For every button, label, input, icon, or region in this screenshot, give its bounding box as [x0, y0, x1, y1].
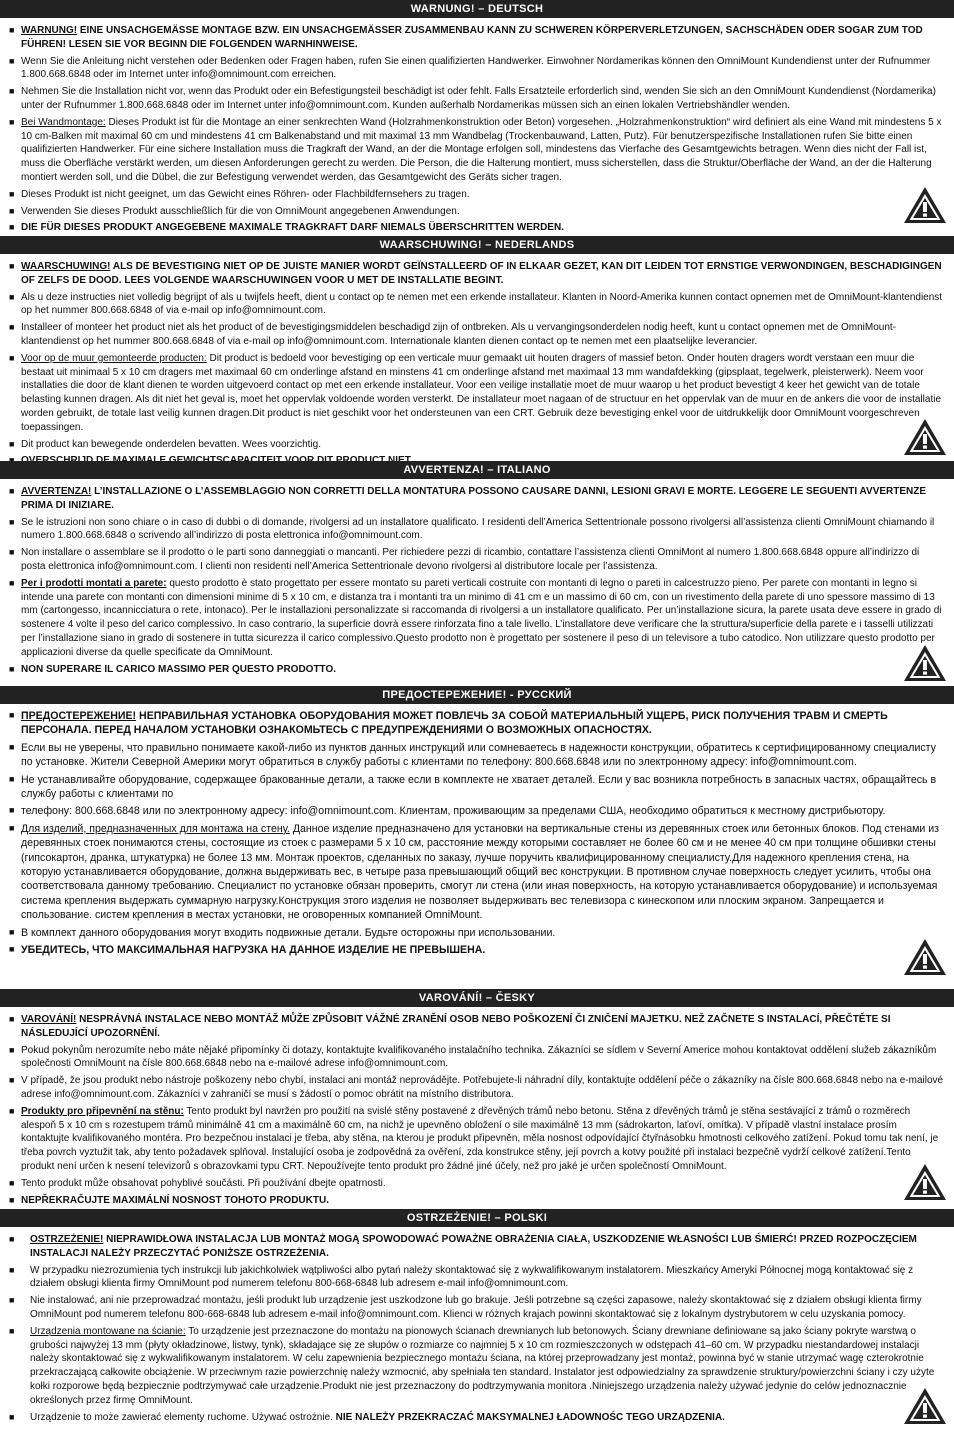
warning-triangle-icon [902, 643, 948, 683]
bullet-icon: ■ [9, 291, 15, 302]
item-lead: OSTRZEŻENIE! [30, 1234, 104, 1245]
warning-item [8, 1074, 946, 1102]
item-text: телефону: 800.668.6848 или по электронному адресу: info@omnimount.com. Клиентам, проживающим за пределами США, необходимо обратиться к местному дистрибьютору. [21, 805, 886, 818]
item-text: DIE FÜR DIESES PRODUKT ANGEGEBENE MAXIMALE TRAGKRAFT DARF NIEMALS ÜBERSCHRITTEN WERDEN. [21, 222, 564, 234]
item-text: Pokud pokynům nerozumíte nebo máte nějaké připomínky či dotazy, kontaktujte kvalifikovaného instalačního technika. Zákazníci se sídlem v Severní Americe mohou kontaktovat oddělení služeb zákazníkům společnosti OmniMount na čísle 800.668.6848 nebo na e-mailové adrese info@omnimount.com. [21, 1044, 937, 1070]
item-text: NON SUPERARE IL CARICO MASSIMO PER QUESTO PRODOTTO. [21, 663, 337, 675]
bullet-icon: ■ [9, 86, 15, 97]
item-text: W przypadku niezrozumienia tych instrukcji lub jakichkolwiek wątpliwości albo pytań należy skontaktować się z wykwalifikowanym instalatorem. Mieszkańcy Ameryki Północnej mogą kontaktować się z działem obsługi klienta firmy OmniMount pod numerem telefonu 800-668-6848 lub adresem e-mail info@omnimount.com. [30, 1264, 914, 1290]
warning-item [8, 1233, 946, 1261]
bullet-icon: ■ [9, 1234, 15, 1244]
warning-item [8, 116, 946, 185]
warning-item [8, 663, 946, 677]
warning-item [8, 741, 946, 770]
bullet-icon: ■ [9, 188, 15, 199]
section-title: WAARSCHUWING! – NEDERLANDS [0, 236, 954, 254]
section-it [0, 461, 954, 679]
warning-item [8, 1177, 946, 1191]
item-text: Nie instalować, ani nie przeprowadzać montażu, jeśli produkt lub urządzenie jest uszkodzone lub go brakuje. Jeśli potrzebne są części zapasowe, należy skontaktować się z działem obsługi klienta firmy OmniMount pod numerem telefonu 800-668-6848 lub adresem e-mail info@omnimount.com. Klienci w różnych krajach powinni skontaktować się z lokalnym dystrybutorem w celu uzyskania pomocy. [30, 1295, 922, 1320]
warning-item [8, 1264, 946, 1292]
item-text: НЕПРАВИЛЬНАЯ УСТАНОВКА ОБОРУДОВАНИЯ МОЖЕТ ПОВЛЕЧЬ ЗА СОБОЙ МАТЕРИАЛЬНЫЙ УЩЕРБ, РИСК ПОЛУЧЕНИЯ ТРАВМ И СМЕРТЬ ПЕРСОНАЛА. ПЕРЕД НАЧАЛОМ УСТАНОВКИ ОЗНАКОМЬТЕСЬ С ПРЕДУПРЕЖДЕНИЯМИ О ВОЗМОЖНЫХ ОПАСНОСТЯХ. [21, 710, 888, 737]
bullet-icon: ■ [9, 710, 15, 720]
bullet-icon: ■ [9, 1075, 15, 1086]
item-text: L’INSTALLAZIONE O L’ASSEMBLAGGIO NON CORRETTI DELLA MONTATURA POSSONO CAUSARE DANNI, LESIONI GRAVI E MORTE. LEGGERE LE SEGUENTI AVVERTENZE PRIMA DI INIZIARE. [21, 486, 927, 511]
warning-item [8, 485, 946, 513]
bullet-icon: ■ [9, 547, 15, 558]
section-pl [0, 1209, 954, 1427]
bullet-icon: ■ [9, 55, 15, 66]
warning-item [8, 205, 946, 219]
item-text: Dit product kan bewegende onderdelen bevatten. Wees voorzichtig. [21, 438, 322, 450]
section-title: ПРЕДОСТЕРЕЖЕНИЕ! - РУССКИЙ [0, 686, 954, 704]
section-title: VAROVÁNÍ! – ČESKY [0, 989, 954, 1007]
item-text: Wenn Sie die Anleitung nicht verstehen oder Bedenken oder Fragen haben, rufen Sie einen qualifizierten Handwerker. Einwohner Nordamerikas können den OmniMount Kundendienst unter der Rufnummer 1.800.668.6848 oder im Internet unter info@omnimount.com erreichen. [21, 55, 931, 81]
bullet-icon: ■ [9, 1177, 15, 1188]
item-lead: Bei Wandmontage: [21, 116, 106, 128]
item-text: NEPŘEKRAČUJTE MAXIMÁLNÍ NOSNOST TOHOTO PRODUKTU. [21, 1194, 329, 1206]
item-text: ALS DE BEVESTIGING NIET OP DE JUISTE MANIER WORDT GEÏNSTALLEERD OF IN ELKAAR GEZET, KAN DIT LEIDEN TOT ERNSTIGE VERWONDINGEN, BESCHADIGINGEN OF ZELFS DE DOOD. LEES VOLGENDE WAARSCHUWINGEN VOOR U MET DE INSTALLATIE BEGINT. [21, 261, 942, 286]
bullet-icon: ■ [9, 25, 15, 35]
item-text: УБЕДИТЕСЬ, ЧТО МАКСИМАЛЬНАЯ НАГРУЗКА НА ДАННОЕ ИЗДЕЛИЕ НЕ ПРЕВЫШЕНА. [21, 944, 486, 957]
warning-item [8, 1411, 946, 1425]
warning-item [8, 188, 946, 202]
warning-list [0, 479, 954, 676]
bullet-icon: ■ [9, 741, 15, 752]
warning-item [8, 926, 946, 940]
warning-list [0, 254, 954, 468]
warning-item [8, 804, 946, 818]
warning-item [8, 1194, 946, 1208]
bullet-icon: ■ [9, 516, 15, 527]
item-text: Не устанавливайте оборудование, содержащее бракованные детали, а также если в комплекте не хватает деталей. Если у вас возникла потребность в запасных частях, обращайтесь в службу работы с клиентами по [21, 773, 937, 801]
item-text: Данное изделие предназначено для установки на вертикальные стены из деревянных стоек или бетонных блоков. Под стенами из деревянных стоек понимаются стены, состоящие из стоек с размерами 5 х 10 см, расстояние между которыми составляет не более 60 см и не менее 40 см при толщине обшивки стены (гипсокартон, дранка, штукатурка) не более 13 мм. Монтаж проектов, сделанных по заказу, лучше поручить квалифицированному специалисту.Для надежного крепления стена, на которую устанавливается оборудование, должна выдерживать вес, в четыре раза превышающий общий вес конструкции. В противном случае поверхность следует усилить, чтобы она соответствовала данному требованию. Специалист по установке обязан проверить, смогут ли стена (или иная поверхность, на которую устанавливается оборудование) и используемая система крепления выдержать суммарную нагрузку.Конструкция этого изделия не позволяет выдерживать вес телевизора с кинескопом или плоским экраном. Запрещается и спользование. систем крепления в местах установки, не оговоренных компанией OmniMount. [21, 822, 940, 922]
item-lead: WAARSCHUWING! [21, 261, 111, 272]
item-lead: Voor op de muur gemonteerde producten: [21, 352, 207, 364]
warning-list [0, 1227, 954, 1424]
bullet-icon: ■ [9, 438, 15, 449]
item-lead: Produkty pro připevnění na stěnu: [21, 1105, 184, 1117]
bullet-icon: ■ [9, 1411, 15, 1422]
bullet-icon: ■ [9, 773, 15, 784]
item-text: Installeer of monteer het product niet als het product of de bevestigingsmiddelen beschadigd zijn of ontbreken. Als u vervangingsonderdelen nodig heeft, kunt u contact opnemen met de OmniMount-klantendienst op het nummer 800.668.6848 of via e-mail op info@omnimount.com. Internationale klanten dienen contact op te nemen met een plaatselijke leverancier. [21, 322, 896, 347]
item-text: Tento produkt může obsahovat pohyblivé součásti. Při používání dbejte opatrnosti. [21, 1177, 386, 1189]
item-text: Если вы не уверены, что правильно понимаете какой-либо из пунктов данных инструкций или сомневаетесь в надежности конструкции, обратитесь к сертифицированному специалисту по установке. Жители Северной Америки могут обратиться в службу работы с клиентами по телефону: 800.668.6848 или по электронному адресу: info@omnimount.com. [21, 741, 936, 769]
warning-item [8, 291, 946, 319]
warning-item [8, 260, 946, 288]
warning-item [8, 1105, 946, 1174]
item-emphasis: NIE NALEŻY PRZEKRACZAĆ MAKSYMALNEJ ŁADOWNOŚC TEGO URZĄDZENIA. [332, 1411, 725, 1423]
item-text: Urządzenie to może zawierać elementy ruchome. Używać ostrożnie. [30, 1411, 333, 1423]
warning-item [8, 516, 946, 544]
item-text: questo prodotto è stato progettato per essere montato su pareti verticali costruite con montanti di legno o pareti in calcestruzzo pieno. Per parete con montanti in legno si intende una parete con montanti con dimensioni minime di 5 x 10 cm, e distanza tra i montanti tra un minimo di 41 cm e un massimo di 60 cm, con un rivestimento della parete di uno spessore massimo di 13 mm (cartongesso, incannicciatura o rete, intonaco). Per le installazioni personalizzate si raccomanda di rivolgersi a un installatore qualificato. Per un’installazione sicura, la parete usata deve essere in grado di sostenere 4 volte il peso del carico complessivo. In caso contrario, la superficie dovrà essere rinforzata fino a tale livello. L’installatore deve verificare che la struttura/superficie della parete e i tasselli utilizzati per l’installazione siano in grado di sostenere in tutta sicurezza il carico complessivo.Questo prodotto non è progettato per sostenere il peso di un televisore a tubo catodico. Non utilizzare questo prodotto per applicazioni diverse da quelle specificate da OmniMount. [21, 577, 942, 658]
item-lead: WARNUNG! [21, 25, 78, 36]
warning-item [8, 709, 946, 738]
bullet-icon: ■ [9, 1105, 15, 1116]
section-title: OSTRZEŻENIE! – POLSKI [0, 1209, 954, 1227]
warning-item [8, 352, 946, 435]
warning-item [8, 1294, 946, 1322]
section-title: WARNUNG! – DEUTSCH [0, 0, 954, 18]
warning-item [8, 24, 946, 52]
warning-item [8, 546, 946, 574]
bullet-icon: ■ [9, 926, 15, 937]
warning-item [8, 321, 946, 349]
item-text: Non installare o assemblare se il prodotto o le parti sono danneggiati o mancanti. Per richiedere pezzi di ricambio, contattare l’assistenza clienti OmniMont al numero 1.800.668.6848 oppure all’indirizzo di posta elettronica info@omnimount.com. I clienti non residenti nell’America Settentrionale devono rivolgersi al distributore locale per l’assistenza. [21, 547, 920, 572]
item-text: To urządzenie jest przeznaczone do montażu na pionowych ścianach drewnianych lub betonowych. Ściany drewniane definiowane są jako ściany pokryte warstwą o grubości najwyżej 13 mm (płyty okładzinowe, listwy, tynk), składające się ze słupów o rozmiarze co najmniej 5 x 10 cm rozmieszczonych w odstępach 41–60 cm. W przypadku niestandardowej instalacji należy skontaktować się z wykwalifikowanym instalatorem. W celu zapewnienia bezpiecznego montażu ściana, na której przeprowadzany jest montaż, powinna być w stanie utrzymać wagę czterokrotnie przekraczającą całkowite obciążenie. W przeciwnym razie powierzchnię należy wzmocnić, aby spełniała ten standard. Instalator jest odpowiedzialny za sprawdzenie struktury/powierzchni ściany i czy użyte kołki rozporowe będą bezpiecznie podtrzymywać całe urządzenie.Produkt nie jest przeznaczony do podtrzymywania monitora .Niniejszego urządzenia należy używać jedynie do celów jednoznacznie określonych przez firmę OmniMount. [30, 1325, 935, 1406]
warning-triangle-icon [902, 937, 948, 977]
bullet-icon: ■ [9, 805, 15, 816]
bullet-icon: ■ [9, 663, 15, 674]
bullet-icon: ■ [9, 944, 15, 955]
warning-item [8, 577, 946, 660]
warning-triangle-icon [902, 417, 948, 457]
item-lead: VAROVÁNÍ! [21, 1014, 77, 1025]
item-text: Tento produkt byl navržen pro použití na svislé stěny postavené z dřevěných trámů nebo betonu. Stěna z dřevěných trámů je stěna sestávající z trámů o rozměrech alespoň 5 x 10 cm s rozestupem trámů minimálně 41 cm a maximálně 60 cm, na nichž je upevněno obložení o sile maximálně 13 mm (sádrokarton, laťoví, omítka). V případě vlastní instalace prosím kontaktujte kvalifikovaného montéra. Pro bezpečnou instalaci je třeba, aby stěna, na kterou je produkt připevněn, měla nosnost odpovídající čtyřnásobku hmotnosti celkového zatížení. Pokud tomu tak není, je třeba povrch vyztužit tak, aby tento požadavek splňoval. Instalující osoba je zodpovědná za ověření, zda konstrukce stěny, její povrch a kotvy použité při instalaci bezpečně vydrží celkové zatížení.Tento produkt není určen k nesení televizorů s obrazovkami typu CRT. Nepoužívejte tento produkt pro žádné jiné účely, než pro jaké je určen společností OmniMount. [21, 1105, 939, 1172]
bullet-icon: ■ [9, 486, 15, 496]
item-text: V případě, že jsou produkt nebo nástroje poškozeny nebo chybí, instalaci ani montáž neprovádějte. Potřebujete-li náhradní díly, kontaktujte oddělení péče o zákazníky na čísle 800.668.6848 nebo na e-mailové adrese info@omnimount.com. Zákazníci v zahraničí se musí s žádostí o pomoc obrátit na místního distributora. [21, 1075, 944, 1100]
item-lead: Urządzenia montowane na ścianie: [30, 1325, 186, 1337]
bullet-icon: ■ [9, 577, 15, 588]
warning-list [0, 1007, 954, 1207]
warning-item [8, 438, 946, 452]
bullet-icon: ■ [9, 1014, 15, 1024]
warning-item [8, 943, 946, 957]
warning-item [8, 773, 946, 802]
warning-triangle-icon [902, 185, 948, 225]
item-text: Se le istruzioni non sono chiare o in caso di dubbi o di domande, rivolgersi ad un installatore qualificato. I residenti dell’America Settentrionale possono rivolgersi all’assistenza clienti OmniMount chiamando il numero 1.800.668.6848 o scrivendo all’indirizzo di posta elettronica info@omnimount.com. [21, 516, 935, 542]
bullet-icon: ■ [9, 1194, 15, 1205]
warning-item [8, 822, 946, 923]
item-text: Dieses Produkt ist für die Montage an einer senkrechten Wand (Holzrahmenkonstruktion oder Beton) vorgesehen. „Holzrahmenkonstruktion“ wird definiert als eine Wand mit mindestens 5 x 10 cm-Balken mit maximal 60 cm und mindestens 41 cm Balkenabstand und mit maximal 13 mm Wandbelag (Trockenbauwand, Latten, Putz). Für benutzerspezifische Installationen rufen Sie bitte einen qualifizierten Handwerker. Für eine sichere Installation muss die Tragkraft der Wand, an der die Montage erfolgen soll, mindestens das Vierfache des Gesamtgewichts betragen. Wenn dies nicht der Fall ist, muss die Oberfläche verstärkt werden, um diesen Anforderungen gerecht zu werden. Die Person, die die Halterung montiert, muss sicherstellen, dass die Struktur/Oberfläche der Wand, an der die Halterung montiert werden soll, und die Dübel, die zur Befestigung verwendet werden, das Gesamtgewicht des Geräts sicher tragen. [21, 116, 942, 183]
bullet-icon: ■ [9, 222, 15, 233]
item-text: Dit product is bedoeld voor bevestiging op een verticale muur gemaakt uit houten dragers of massief beton. Onder houten dragers wordt verstaan een muur die bestaat uit minimaal 5 x 10 cm dragers met maximaal 60 cm onderlinge afstand en minstens 41 cm onderlinge afstand met maximaal 13 mm wandafdekking (gipsplaat, tegelwerk, pleisterwerk). Neem voor installaties die door de klant dienen te worden uitgevoerd contact op met een erkende installateur. Voor een veilige installatie moet de muur waarop u het product bevestigt 4 keer het gewicht van de totale belasting kunnen dragen. Als dit niet het geval is, moet het oppervlak voldoende worden versterkt. De installateur moet nagaan of de structuur en het oppervlak van de muur en de ankers die voor de installatie worden gebruikt, de totale last veilig kunnen dragen.Dit product is niet geschikt voor het ondersteunen van een CRT. Gebruik deze bevestiging enkel voor de uitdrukkelijk door OmniMount voorgeschreven toepassingen. [21, 352, 941, 433]
bullet-icon: ■ [9, 205, 15, 216]
bullet-icon: ■ [9, 822, 15, 833]
warning-item [8, 1325, 946, 1408]
section-nl [0, 236, 954, 471]
bullet-icon: ■ [9, 322, 15, 333]
bullet-icon: ■ [9, 116, 15, 127]
item-text: NIEPRAWIDŁOWA INSTALACJA LUB MONTAŻ MOGĄ SPOWODOWAĆ POWAŻNE OBRAŻENIA CIAŁA, USZKODZENIE WŁASNOŚCI LUB ŚMIERĆ! PRZED ROZPOCZĘCIEM INSTALACJI NALEŻY PRZECZYTAĆ PONIŻSZE OSTRZEŻENIA. [30, 1234, 917, 1259]
item-lead: AVVERTENZA! [21, 486, 92, 497]
item-text: Verwenden Sie dieses Produkt ausschließlich für die von OmniMount angegebenen Anwendungen. [21, 205, 460, 217]
bullet-icon: ■ [9, 352, 15, 363]
warning-item [8, 1013, 946, 1041]
warning-triangle-icon [902, 1162, 948, 1202]
bullet-icon: ■ [9, 1295, 15, 1306]
item-text: В комплект данного оборудования могут входить подвижные детали. Будьте осторожны при использовании. [21, 926, 556, 939]
bullet-icon: ■ [9, 1044, 15, 1055]
section-de [0, 0, 954, 238]
section-ru [0, 686, 954, 961]
item-lead: Per i prodotti montati a parete: [21, 577, 167, 589]
item-text: Als u deze instructies niet volledig begrijpt of als u twijfels heeft, dient u contact op te nemen met een erkende installateur. Klanten in Noord-Amerika kunnen contact opnemen met de OmniMount-klantendienst op het nummer 800.668.6848 of via e-mail op info@omnimount.com. [21, 291, 943, 317]
item-text: Dieses Produkt ist nicht geeignet, um das Gewicht eines Röhren- oder Flachbildfernsehers zu tragen. [21, 188, 470, 200]
item-lead: Для изделий, предназначенных для монтажа на стену. [21, 822, 290, 835]
section-title: AVVERTENZA! – ITALIANO [0, 461, 954, 479]
warning-triangle-icon [902, 1386, 948, 1426]
warning-item [8, 221, 946, 235]
bullet-icon: ■ [9, 1325, 15, 1336]
bullet-icon: ■ [9, 1264, 15, 1275]
item-text: Nehmen Sie die Installation nicht vor, wenn das Produkt oder ein Befestigungsteil beschädigt ist oder fehlt. Falls Ersatzteile erforderlich sind, wenden Sie sich an den OmniMount Kundendienst (Nordamerika) unter der Rufnummer 1.800.668.6848 oder im Internet unter info@omnimount.com. Kunden außerhalb Nordamerikas müssen sich an einen lokalen Vertriebshändler wenden. [21, 86, 936, 111]
warning-item [8, 85, 946, 113]
item-text: EINE UNSACHGEMÄSSE MONTAGE BZW. EIN UNSACHGEMÄSSER ZUSAMMENBAU KANN ZU SCHWEREN KÖRPERVERLETZUNGEN, SACHSCHÄDEN ODER SOGAR ZUM TOD FÜHREN! LESEN SIE VOR BEGINN DIE FOLGENDEN WARNHINWEISE. [21, 25, 923, 50]
warning-item [8, 55, 946, 83]
item-text: NESPRÁVNÁ INSTALACE NEBO MONTÁŽ MŮŽE ZPŮSOBIT VÁŽNÉ ZRANĚNÍ OSOB NEBO POŠKOZENÍ ČI ZNIČENÍ MAJETKU. NEŽ ZAČNETE S INSTALACÍ, PŘEČTĚTE SI NÁSLEDUJÍCÍ UPOZORNĚNÍ. [21, 1014, 891, 1039]
warning-item [8, 1044, 946, 1072]
section-cz [0, 989, 954, 1210]
warning-list [0, 18, 954, 235]
bullet-icon: ■ [9, 261, 15, 271]
warning-list [0, 704, 954, 958]
item-lead: ПРЕДОСТЕРЕЖЕНИЕ! [21, 710, 137, 722]
